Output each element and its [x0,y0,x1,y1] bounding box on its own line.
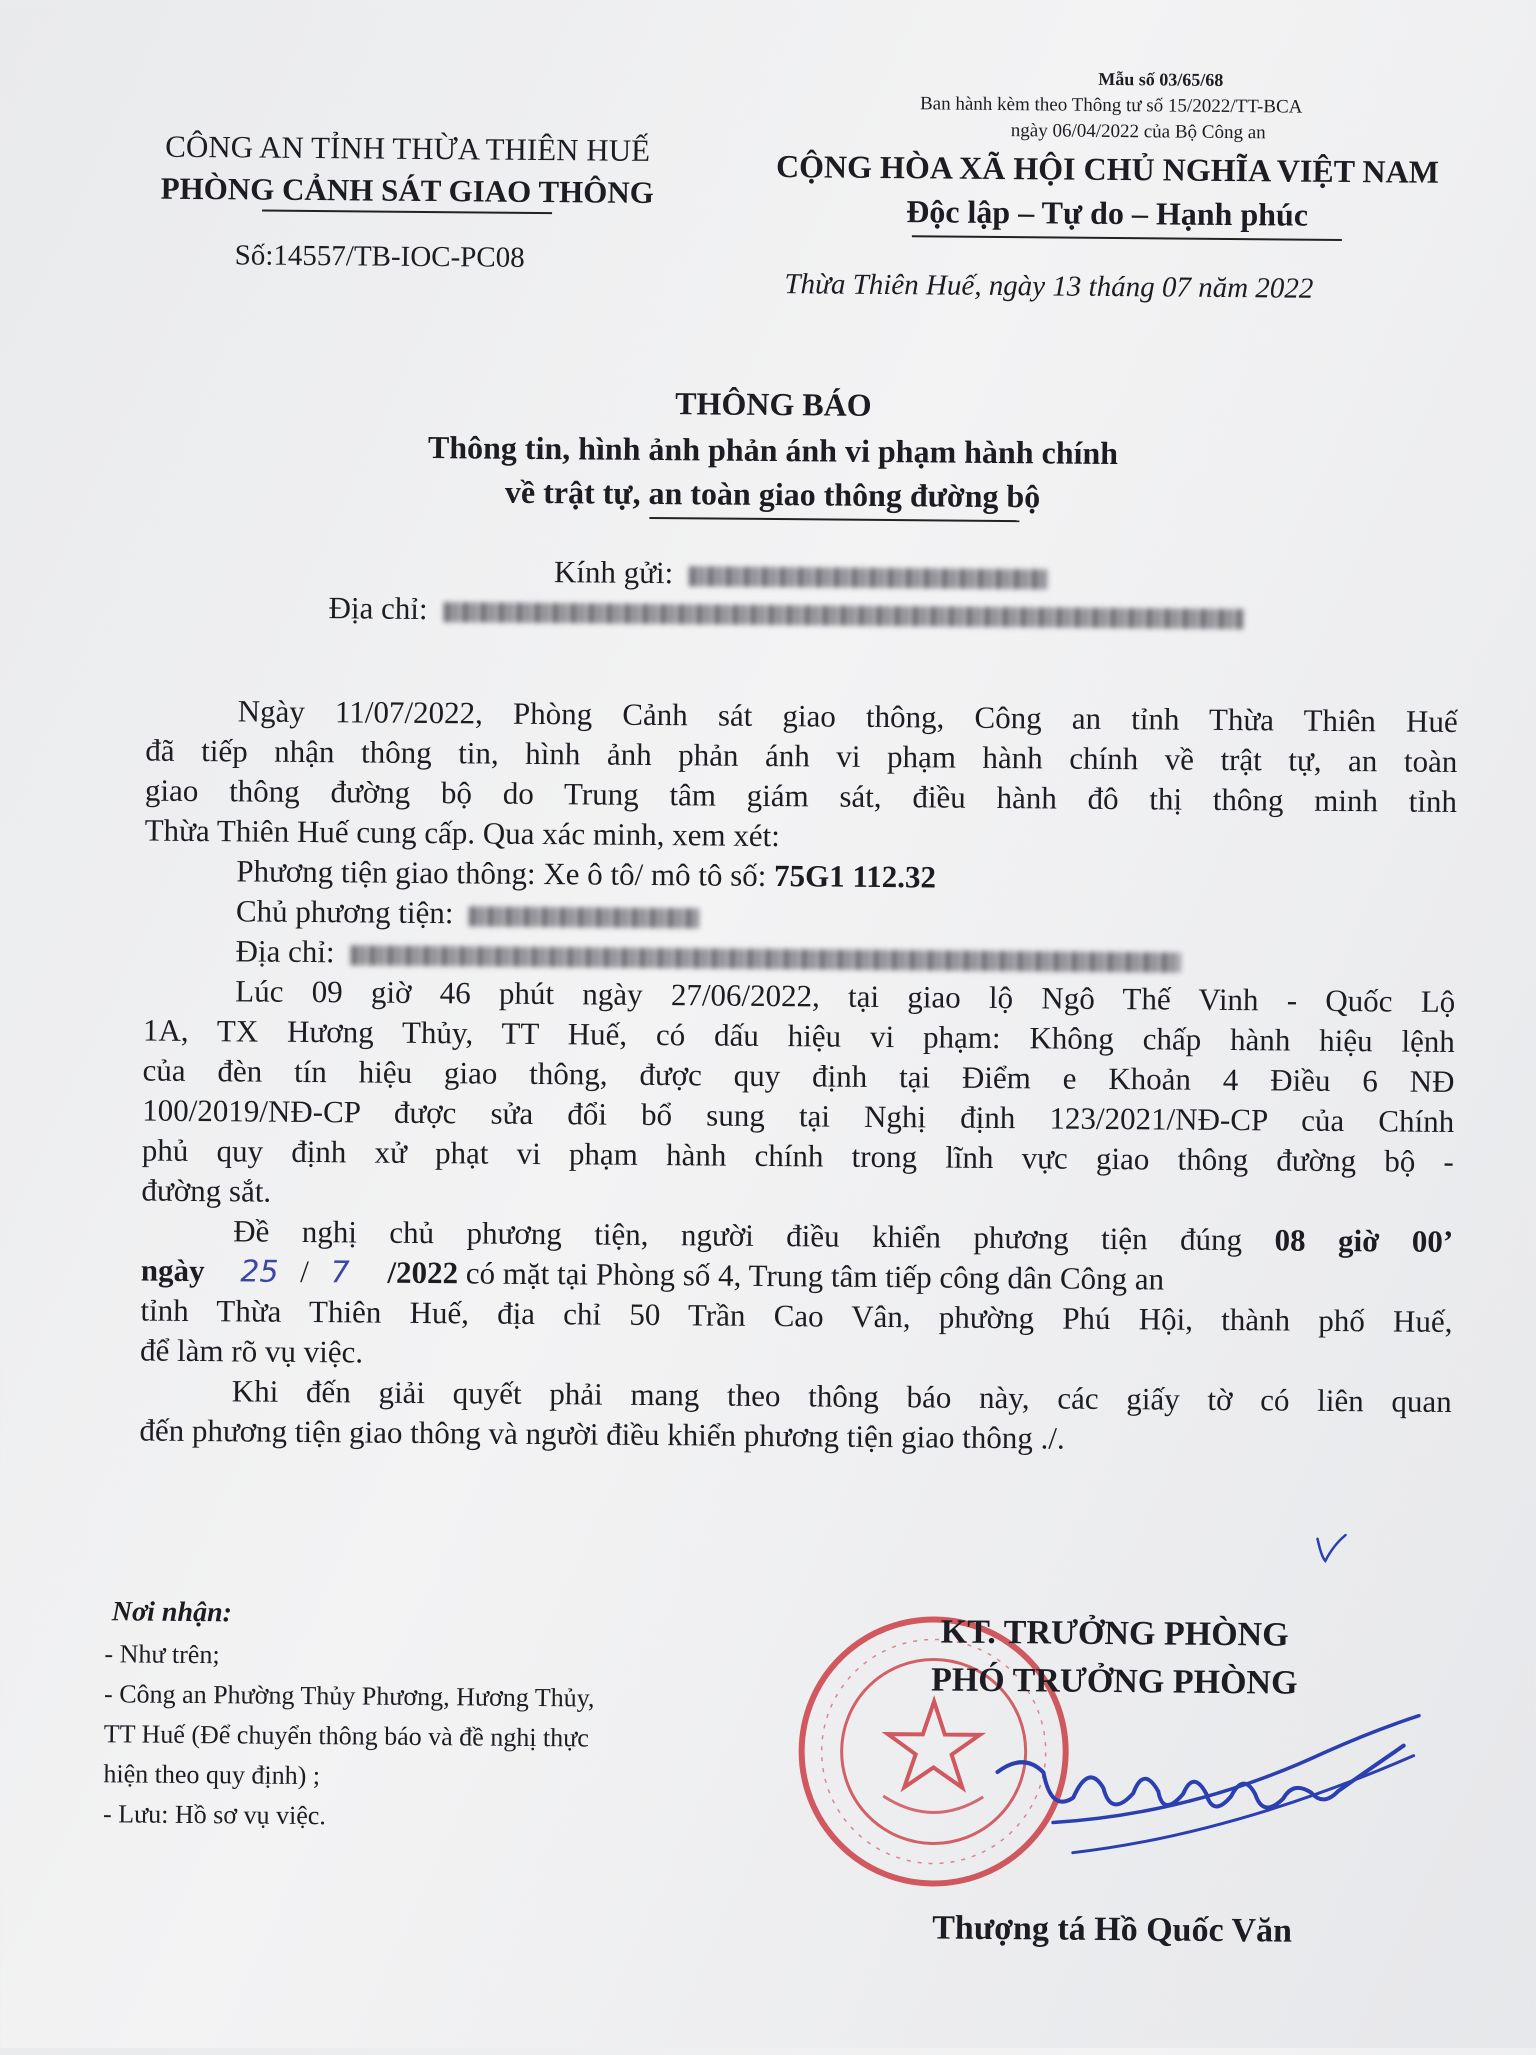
recipient-item: - Lưu: Hồ sơ vụ việc. [102,1799,327,1831]
form-date: ngày 06/04/2022 của Bộ Công an [1010,120,1266,144]
address-line [328,590,1243,634]
appointment-year: /2022 [387,1254,459,1291]
recipient-item: - Như trên; [104,1639,220,1670]
vehicle-label: Phương tiện giao thông: Xe ô tô/ mô tô số: [236,853,767,893]
address-label: Địa chỉ: [328,590,428,627]
redacted-name [689,566,1049,589]
body-line: đã tiếp nhận thông tin, hình ảnh phản ánh vi phạm hành chính về trật tự, an toàn [145,732,1458,780]
body-line: để làm rõ vụ việc. [139,1332,364,1370]
signature-subtitle: PHÓ TRƯỞNG PHÒNG [930,1661,1298,1702]
addressee-line [554,554,1049,594]
body-line: đường sắt. [141,1172,272,1209]
vehicle-plate: 75G1 112.32 [773,858,937,895]
department-underline [262,210,552,215]
appointment-day-label: ngày [140,1252,205,1289]
body-line: giao thông đường bộ do Trung tâm giám sát, điều hành đô thị thông minh tỉnh [144,772,1458,820]
body-line: 100/2019/NĐ-CP được sửa đổi bổ sung tại Nghị định 123/2021/NĐ-CP của Chính [142,1092,1455,1139]
handwritten-checkmark [1311,1527,1351,1567]
body-line: đến phương tiện giao thông và người điều khiển phương tiện giao thông ./. [139,1412,1065,1456]
handwritten-day: 25 [240,1254,279,1290]
document-title: THÔNG BÁO [675,385,872,423]
form-number: Mẫu số 03/65/68 [1098,68,1224,90]
body-line: Ngày 11/07/2022, Phòng Cảnh sát giao thông, Công an tỉnh Thừa Thiên Huế [237,693,1458,740]
form-basis: Ban hành kèm theo Thông tư số 15/2022/TT-BCA [919,93,1303,118]
owner-label: Chủ phương tiện: [235,893,454,931]
body-line: tỉnh Thừa Thiên Huế, địa chỉ 50 Trần Cao Vân, phường Phú Hội, thành phố Huế, [140,1292,1453,1339]
recipient-item: - Công an Phường Thủy Phương, Hương Thủy, [104,1679,595,1713]
document-subtitle-line1: Thông tin, hình ảnh phản ánh vi phạm hành chính [427,429,1119,472]
appointment-text: Đề nghị chủ phương tiện, người điều khiển phương tiện đúng [233,1213,1243,1258]
body-line: của đèn tín hiệu giao thông, được quy định tại Điểm e Khoản 4 Điều 6 NĐ [142,1052,1455,1099]
recipients-list [103,1634,595,1838]
signer-name: Thượng tá Hồ Quốc Văn [932,1909,1293,1950]
redacted-owner-address [350,945,1180,972]
national-motto: Độc lập – Tự do – Hạnh phúc [906,193,1309,233]
handwritten-month: 7 [330,1255,350,1291]
owner-address-label: Địa chỉ: [235,933,335,970]
recipients-heading: Nơi nhận: [111,1596,233,1629]
body-line: Thừa Thiên Huế cung cấp. Qua xác minh, xem xét: [144,812,780,854]
document-subtitle-line2: về trật tự, an toàn giao thông đường bộ [504,473,1041,515]
recipient-item: TT Huế (Để chuyển thông báo và đề nghị thực [103,1719,589,1753]
redacted-owner [469,906,699,928]
republic-name: CỘNG HÒA XÃ HỘI CHỦ NGHĨA VIỆT NAM [775,148,1440,190]
motto-underline [912,235,1342,241]
department-name: PHÒNG CẢNH SÁT GIAO THÔNG [160,170,654,210]
redacted-address [443,602,1243,629]
body-text [139,691,1458,1462]
handwritten-signature [993,1692,1424,1866]
place-date: Thừa Thiên Huế, ngày 13 tháng 07 năm 2022 [784,268,1314,305]
appointment-place: có mặt tại Phòng số 4, Trung tâm tiếp công dân Công an [465,1255,1165,1297]
appointment-date-line: ngày 25 / 7 /2022 có mặt tại Phòng số 4, Trung tâm tiếp công dân Công an [140,1252,1165,1297]
document-number: Số:14557/TB-IOC-PC08 [234,239,525,274]
body-line: Lúc 09 giờ 46 phút ngày 27/06/2022, tại giao lộ Ngô Thế Vinh - Quốc Lộ [235,973,1456,1019]
appointment-time: 08 giờ 00’ [1274,1222,1454,1259]
title-underline [649,517,1019,522]
recipient-item: hiện theo quy định) ; [103,1759,321,1791]
body-line: 1A, TX Hương Thủy, TT Huế, có dấu hiệu vi phạm: Không chấp hành hiệu lệnh [142,1012,1456,1059]
body-line: Khi đến giải quyết phải mang theo thông báo này, các giấy tờ có liên quan [231,1373,1452,1419]
agency-name: CÔNG AN TỈNH THỪA THIÊN HUẾ [165,128,651,168]
addressee-label: Kính gửi: [553,554,674,591]
body-line: phủ quy định xử phạt vi phạm hành chính trong lĩnh vực giao thông đường bộ - [141,1132,1454,1179]
signature-title: KT. TRƯỞNG PHÒNG [940,1613,1289,1654]
